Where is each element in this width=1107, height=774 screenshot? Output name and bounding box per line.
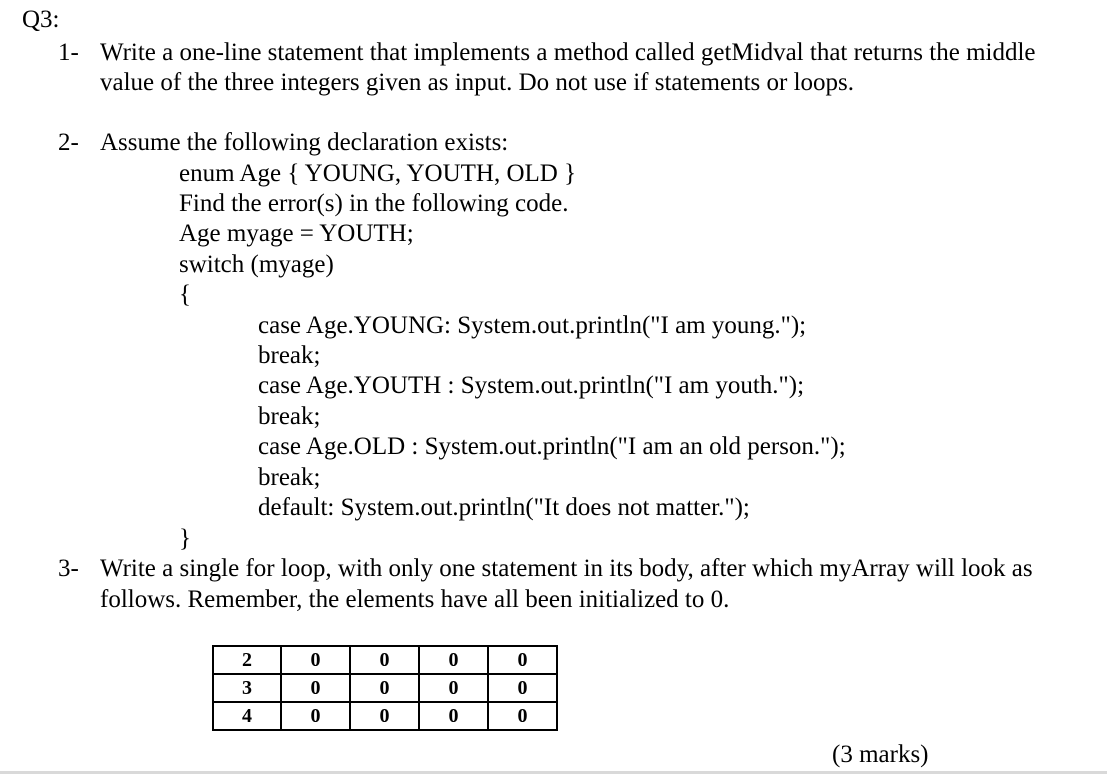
table-cell: 0 [488, 702, 557, 730]
code-default-case: default: System.out.println("It does not matter."); [258, 494, 750, 521]
q1-number: 1- [58, 39, 79, 66]
table-cell: 0 [488, 646, 557, 674]
q1-line-2: value of the three integers given as input. Do not use if statements or loops. [100, 69, 854, 96]
table-cell: 2 [213, 646, 281, 674]
code-enum-declaration: enum Age { YOUNG, YOUTH, OLD } [179, 160, 577, 187]
table-row [213, 702, 557, 730]
question-heading: Q3: [22, 6, 60, 33]
table-row [213, 646, 557, 674]
table-cell: 0 [488, 674, 557, 702]
table-cell: 0 [281, 674, 350, 702]
table-cell: 3 [213, 674, 281, 702]
my-array-table [212, 645, 558, 731]
q2-number: 2- [58, 129, 79, 156]
table-cell: 0 [419, 702, 488, 730]
code-case-young: case Age.YOUNG: System.out.println("I am young."); [258, 312, 807, 339]
code-case-old: case Age.OLD : System.out.println("I am an old person."); [258, 433, 846, 460]
table-cell: 0 [281, 702, 350, 730]
code-instruction: Find the error(s) in the following code. [179, 190, 569, 217]
table-cell: 0 [350, 702, 419, 730]
table-row [213, 674, 557, 702]
q2-intro: Assume the following declaration exists: [100, 129, 509, 156]
table-cell: 0 [419, 674, 488, 702]
q3-line-1: Write a single for loop, with only one statement in its body, after which myArray will look as [100, 555, 1033, 582]
q1-line-1: Write a one-line statement that implements a method called getMidval that returns the middle [100, 39, 1036, 66]
code-open-brace: { [179, 281, 191, 308]
q3-number: 3- [58, 555, 79, 582]
table-cell: 4 [213, 702, 281, 730]
table-cell: 0 [281, 646, 350, 674]
table-cell: 0 [419, 646, 488, 674]
code-switch-statement: switch (myage) [179, 251, 334, 278]
code-variable-declaration: Age myage = YOUTH; [179, 220, 414, 247]
code-case-youth: case Age.YOUTH : System.out.println("I am youth."); [258, 372, 805, 399]
table-cell: 0 [350, 646, 419, 674]
code-break: break; [258, 342, 321, 369]
table-cell: 0 [350, 674, 419, 702]
code-close-brace: } [179, 525, 191, 552]
code-break: break; [258, 403, 321, 430]
code-break: break; [258, 464, 321, 491]
q3-line-2: follows. Remember, the elements have all been initialized to 0. [100, 586, 730, 613]
marks-label: (3 marks) [832, 741, 929, 768]
